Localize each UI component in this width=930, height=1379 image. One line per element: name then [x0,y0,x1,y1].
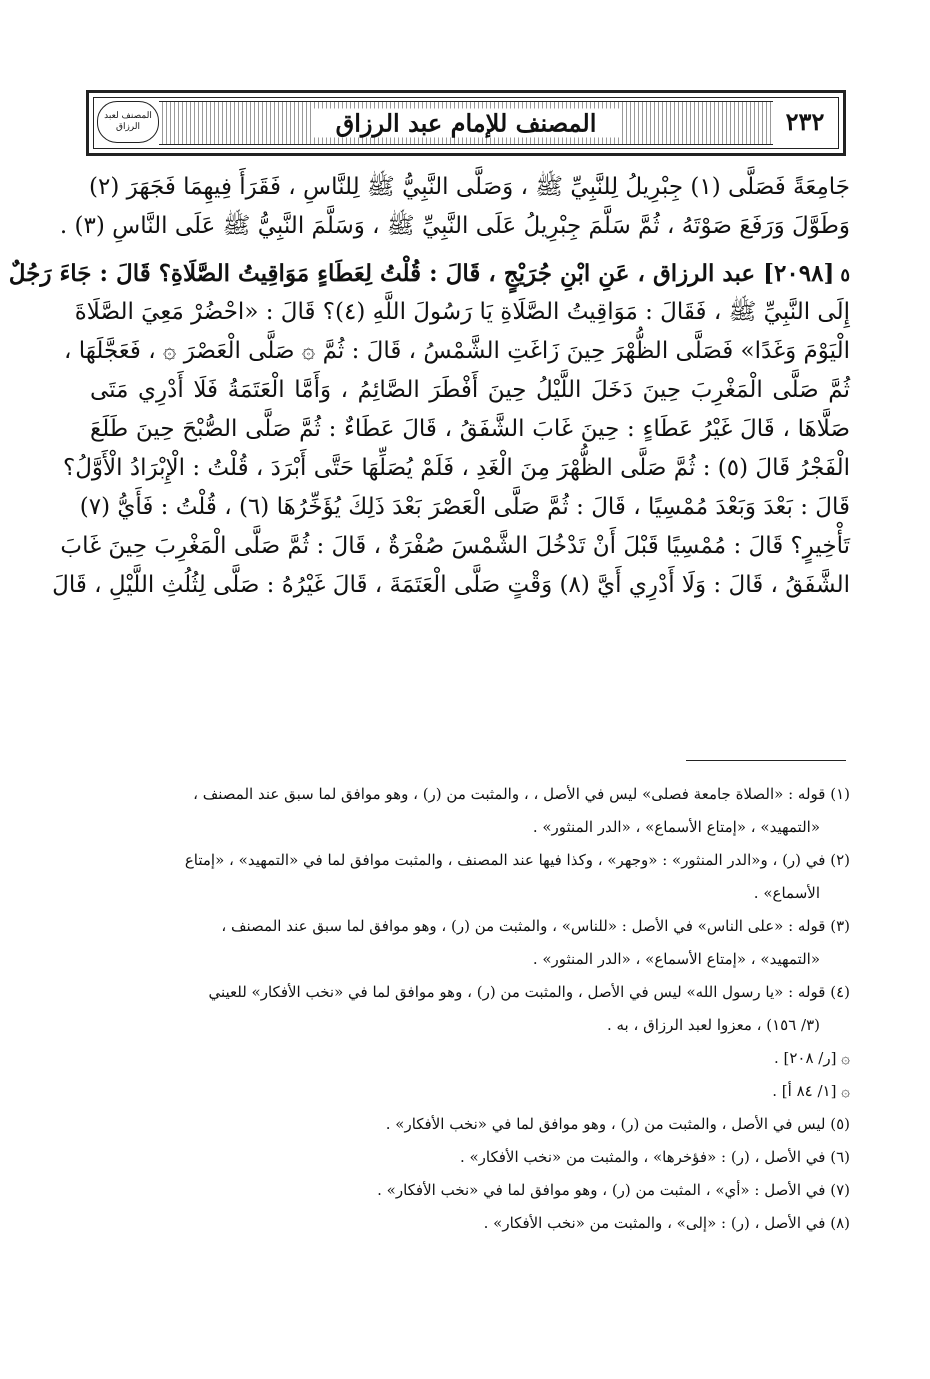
text-line-8: الْفَجْرُ قَالَ (٥) : ثُمَّ صَلَّى الظُّهْرَ مِنَ الْغَدِ ، فَلَمْ يُصَلِّهَا حَتَّى أَبْرَدَ ، قُلْتُ : الْإِبْرَادُ الْأَوَّلُ؟ [62,455,850,481]
header-ornament-band [159,101,773,145]
footnote-3-cont: «التمهيد» ، «إمتاع الأسماع» ، «الدر المنثور» . [532,950,820,968]
text-line-7: صَلَّاهَا ، قَالَ غَيْرُ عَطَاءٍ : حِينَ غَابَ الشَّفَقُ ، قَالَ عَطَاءٌ : ثُمَّ صَلَّى الصُّبْحَ حِينَ طَلَعَ [90,416,850,442]
main-text [8,168,850,605]
footnote-2: (٢) في (ر) ، و«الدر المنثور» : «وجهر» ، وكذا فيها عند المصنف ، والمثبت موافق لما في «التمهيد» ، «إمتاع [184,851,850,869]
footnote-1-cont: «التمهيد» ، «إمتاع الأسماع» ، «الدر المنثور» . [532,818,820,836]
text-line-2: وَطَوَّلَ وَرَفَعَ صَوْتَهُ ، ثُمَّ سَلَّمَ جِبْرِيلُ عَلَى النَّبِيِّ ﷺ ، وَسَلَّمَ النَّبِيُّ ﷺ عَلَى النَّاسِ (٣) . [59,213,850,239]
footnote-7: (٧) في الأصل : «أي» ، المثبت من (ر) ، وهو موافق لما في «نخب الأفكار» . [377,1181,850,1199]
footnote-5: (٥) ليس في الأصل ، والمثبت من (ر) ، وهو موافق لما في «نخب الأفكار» . [385,1115,850,1133]
footnote-8: (٨) في الأصل ، (ر) : «إلى» ، والمثبت من «نخب الأفكار» . [483,1214,850,1232]
book-emblem: المصنف لعبد الرزاق [97,101,159,143]
text-line-5: الْيَوْمَ وَغَدًا» فَصَلَّى الظُّهْرَ حِينَ زَاغَتِ الشَّمْسُ ، قَالَ : ثُمَّ ۞ صَلَّى الْعَصْرَ ۞ ، فَعَجَّلَهَا ، [63,338,850,364]
page-number: ٢٣٢ [785,106,825,136]
text-line-9: قَالَ : بَعْدَ وَبَعْدَ مُمْسِيًا ، قَالَ : ثُمَّ صَلَّى الْعَصْرَ بَعْدَ ذَلِكَ يُؤَخِّرُهَا (٦) ، قُلْتُ : فَأَيُّ (٧) [79,494,850,520]
footnote-4: (٤) قوله : «يا رسول الله» ليس في الأصل ، والمثبت من (ر) ، وهو موافق لما في «نخب الأفكار» للعيني [208,983,850,1001]
footnote-separator [686,760,846,761]
text-line-3 [8,254,850,293]
book-title: المصنف للإمام عبد الرزاق [312,109,621,138]
hadith-2098-first-line: [٢٠٩٨] عبد الرزاق ، عَنِ ابْنِ جُرَيْجٍ ، قَالَ : قُلْتُ لِعَطَاءٍ مَوَاقِيتُ الصَّلَاةِ؟ قَالَ : جَاءَ رَجُلٌ [8,260,835,287]
footnote-3: (٣) قوله : «على الناس» في الأصل : «للناس» ، والمثبت من (ر) ، وهو موافق لما سبق عند المصنف ، [221,917,850,935]
text-line-6: ثُمَّ صَلَّى الْمَغْرِبَ حِينَ دَخَلَ اللَّيْلُ حِينَ أَفْطَرَ الصَّائِمُ ، وَأَمَّا الْعَتَمَةُ فَلَا أَدْرِي مَتَى [90,377,850,403]
footnotes [90,778,850,1240]
paragraph-gap [90,246,850,254]
manuscript-ref-1: ۞ [ر/ ٢٠٨] . [773,1049,850,1067]
footnote-6: (٦) في الأصل ، (ر) : «فؤخرها» ، والمثبت من «نخب الأفكار» . [459,1148,850,1166]
footnote-4-cont: (٣/ ١٥٦) ، معزوا لعبد الرزاق ، به . [606,1016,820,1034]
text-line-4: إِلَى النَّبِيِّ ﷺ ، فَقَالَ : مَوَاقِيتُ الصَّلَاةِ يَا رَسُولَ اللَّهِ (٤)؟ قَالَ : «احْضُرْ مَعِيَ الصَّلَاةَ [74,299,850,325]
text-line-11: الشَّفَقُ ، قَالَ : وَلَا أَدْرِي أَيَّ (٨) وَقْتٍ صَلَّى الْعَتَمَةَ ، قَالَ غَيْرُهُ : صَلَّى لِثُلُثِ اللَّيْلِ ، قَالَ [52,572,850,598]
page-header [86,90,846,156]
text-line-1: جَامِعَةً فَصَلَّى (١) جِبْرِيلُ لِلنَّبِيِّ ﷺ ، وَصَلَّى النَّبِيُّ ﷺ لِلنَّاسِ ، فَقَرَأَ فِيهِمَا فَجَهَرَ (٢) [89,174,850,200]
text-line-10: تَأْخِيرٍ؟ قَالَ : مُمْسِيًا قَبْلَ أَنْ تَدْخُلَ الشَّمْسَ صُفْرَةٌ ، قَالَ : ثُمَّ صَلَّى الْمَغْرِبَ حِينَ غَابَ [60,533,850,559]
manuscript-ref-2: ۞ [١/ ٨٤ أ] . [772,1082,850,1100]
footnote-1: (١) قوله : «الصلاة جامعة فصلى» ليس في الأصل ، ، والمثبت من (ر) ، وهو موافق لما سبق عند المصنف ، [193,785,850,803]
footnote-2-cont: الأسماع» . [753,884,820,902]
hadith-marker: ٥ [840,265,850,286]
